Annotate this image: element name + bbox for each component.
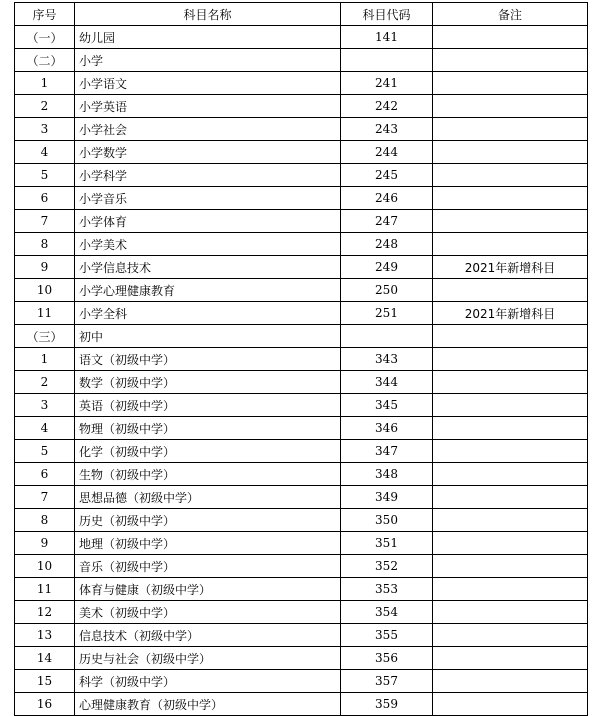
- table-row: [15, 693, 588, 716]
- note-cell: [433, 118, 588, 141]
- note-cell: [433, 670, 588, 693]
- row-number: 12: [15, 601, 75, 624]
- header-note: 备注: [433, 3, 588, 26]
- row-number: 8: [15, 233, 75, 256]
- note-cell: [433, 624, 588, 647]
- table-row: [15, 302, 588, 325]
- subject-name: 小学全科: [75, 302, 341, 325]
- row-number: 9: [15, 532, 75, 555]
- subject-name: 语文（初级中学）: [75, 348, 341, 371]
- row-number: 7: [15, 486, 75, 509]
- subject-code: [341, 325, 433, 348]
- subject-code: 244: [341, 141, 433, 164]
- row-number: 10: [15, 279, 75, 302]
- table-row: [15, 394, 588, 417]
- subject-name: 物理（初级中学）: [75, 417, 341, 440]
- subject-name: 小学美术: [75, 233, 341, 256]
- table-row: [15, 95, 588, 118]
- subject-code: 246: [341, 187, 433, 210]
- note-cell: 2021年新增科目: [433, 256, 588, 279]
- note-cell: [433, 279, 588, 302]
- subject-code: 350: [341, 509, 433, 532]
- subject-name: 小学数学: [75, 141, 341, 164]
- note-cell: [433, 233, 588, 256]
- table-row: [15, 325, 588, 348]
- subject-name: 小学语文: [75, 72, 341, 95]
- row-number: 15: [15, 670, 75, 693]
- subject-code: 354: [341, 601, 433, 624]
- note-cell: [433, 509, 588, 532]
- table-row: [15, 233, 588, 256]
- row-number: 11: [15, 302, 75, 325]
- note-cell: [433, 26, 588, 49]
- header-subject-name: 科目名称: [75, 3, 341, 26]
- table-row: [15, 256, 588, 279]
- subject-name: 科学（初级中学）: [75, 670, 341, 693]
- header-number: 序号: [15, 3, 75, 26]
- subject-code: 355: [341, 624, 433, 647]
- table-row: [15, 578, 588, 601]
- row-number: 4: [15, 417, 75, 440]
- subject-code-table: [14, 2, 588, 716]
- subject-name: 心理健康教育（初级中学）: [75, 693, 341, 716]
- note-cell: [433, 601, 588, 624]
- subject-name: 小学科学: [75, 164, 341, 187]
- row-number: 14: [15, 647, 75, 670]
- note-cell: [433, 187, 588, 210]
- row-number: 6: [15, 187, 75, 210]
- subject-name: 化学（初级中学）: [75, 440, 341, 463]
- subject-code: 349: [341, 486, 433, 509]
- row-number: 9: [15, 256, 75, 279]
- subject-code: 249: [341, 256, 433, 279]
- table-row: [15, 279, 588, 302]
- subject-code: 242: [341, 95, 433, 118]
- note-cell: [433, 486, 588, 509]
- subject-name: 英语（初级中学）: [75, 394, 341, 417]
- row-number: 7: [15, 210, 75, 233]
- note-cell: [433, 72, 588, 95]
- subject-code: 346: [341, 417, 433, 440]
- subject-code: 344: [341, 371, 433, 394]
- subject-code: 359: [341, 693, 433, 716]
- note-cell: [433, 555, 588, 578]
- row-number: 5: [15, 164, 75, 187]
- table-row: [15, 670, 588, 693]
- table-row: [15, 647, 588, 670]
- table-row: [15, 417, 588, 440]
- row-number: （三）: [15, 325, 75, 348]
- table-row: [15, 210, 588, 233]
- subject-name: 小学社会: [75, 118, 341, 141]
- subject-code: 356: [341, 647, 433, 670]
- subject-code: [341, 49, 433, 72]
- subject-name: 历史与社会（初级中学）: [75, 647, 341, 670]
- subject-name: 小学音乐: [75, 187, 341, 210]
- row-number: 2: [15, 371, 75, 394]
- subject-code: 241: [341, 72, 433, 95]
- subject-name: 小学体育: [75, 210, 341, 233]
- subject-name: 生物（初级中学）: [75, 463, 341, 486]
- subject-name: 小学信息技术: [75, 256, 341, 279]
- row-number: 8: [15, 509, 75, 532]
- table-row: [15, 348, 588, 371]
- row-number: 3: [15, 118, 75, 141]
- row-number: （一）: [15, 26, 75, 49]
- table-row: [15, 72, 588, 95]
- row-number: 10: [15, 555, 75, 578]
- subject-code: 247: [341, 210, 433, 233]
- row-number: 2: [15, 95, 75, 118]
- note-cell: [433, 532, 588, 555]
- subject-name: 小学: [75, 49, 341, 72]
- row-number: 1: [15, 72, 75, 95]
- note-cell: [433, 693, 588, 716]
- table-row: [15, 164, 588, 187]
- note-cell: [433, 325, 588, 348]
- subject-name: 体育与健康（初级中学）: [75, 578, 341, 601]
- subject-name: 地理（初级中学）: [75, 532, 341, 555]
- subject-code: 243: [341, 118, 433, 141]
- note-cell: [433, 49, 588, 72]
- row-number: 6: [15, 463, 75, 486]
- header-subject-code: 科目代码: [341, 3, 433, 26]
- header-row: [15, 3, 588, 26]
- subject-code: 343: [341, 348, 433, 371]
- note-cell: [433, 417, 588, 440]
- subject-name: 信息技术（初级中学）: [75, 624, 341, 647]
- note-cell: [433, 210, 588, 233]
- note-cell: [433, 647, 588, 670]
- subject-name: 音乐（初级中学）: [75, 555, 341, 578]
- note-cell: [433, 463, 588, 486]
- table-row: [15, 49, 588, 72]
- row-number: 11: [15, 578, 75, 601]
- note-cell: [433, 164, 588, 187]
- subject-code: 141: [341, 26, 433, 49]
- subject-name: 小学英语: [75, 95, 341, 118]
- row-number: 3: [15, 394, 75, 417]
- subject-name: 历史（初级中学）: [75, 509, 341, 532]
- table-row: [15, 509, 588, 532]
- subject-name: 幼儿园: [75, 26, 341, 49]
- note-cell: [433, 141, 588, 164]
- subject-name: 数学（初级中学）: [75, 371, 341, 394]
- note-cell: [433, 348, 588, 371]
- subject-code: 248: [341, 233, 433, 256]
- subject-code: 347: [341, 440, 433, 463]
- note-cell: [433, 95, 588, 118]
- subject-name: 小学心理健康教育: [75, 279, 341, 302]
- table-row: [15, 463, 588, 486]
- table-row: [15, 141, 588, 164]
- subject-code: 357: [341, 670, 433, 693]
- table-row: [15, 26, 588, 49]
- note-cell: [433, 371, 588, 394]
- table-header: [15, 3, 588, 26]
- table-row: [15, 624, 588, 647]
- subject-name: 美术（初级中学）: [75, 601, 341, 624]
- subject-code: 250: [341, 279, 433, 302]
- table-body: [15, 26, 588, 716]
- row-number: 5: [15, 440, 75, 463]
- table-row: [15, 440, 588, 463]
- table-row: [15, 555, 588, 578]
- note-cell: [433, 440, 588, 463]
- note-cell: 2021年新增科目: [433, 302, 588, 325]
- subject-code: 345: [341, 394, 433, 417]
- note-cell: [433, 394, 588, 417]
- row-number: （二）: [15, 49, 75, 72]
- table-row: [15, 118, 588, 141]
- subject-code: 353: [341, 578, 433, 601]
- table-row: [15, 486, 588, 509]
- table-row: [15, 371, 588, 394]
- subject-name: 思想品德（初级中学）: [75, 486, 341, 509]
- table-row: [15, 601, 588, 624]
- subject-code: 351: [341, 532, 433, 555]
- subject-code: 348: [341, 463, 433, 486]
- subject-code: 245: [341, 164, 433, 187]
- table-row: [15, 532, 588, 555]
- subject-name: 初中: [75, 325, 341, 348]
- row-number: 13: [15, 624, 75, 647]
- row-number: 16: [15, 693, 75, 716]
- row-number: 1: [15, 348, 75, 371]
- subject-code: 352: [341, 555, 433, 578]
- row-number: 4: [15, 141, 75, 164]
- note-cell: [433, 578, 588, 601]
- subject-code: 251: [341, 302, 433, 325]
- table-row: [15, 187, 588, 210]
